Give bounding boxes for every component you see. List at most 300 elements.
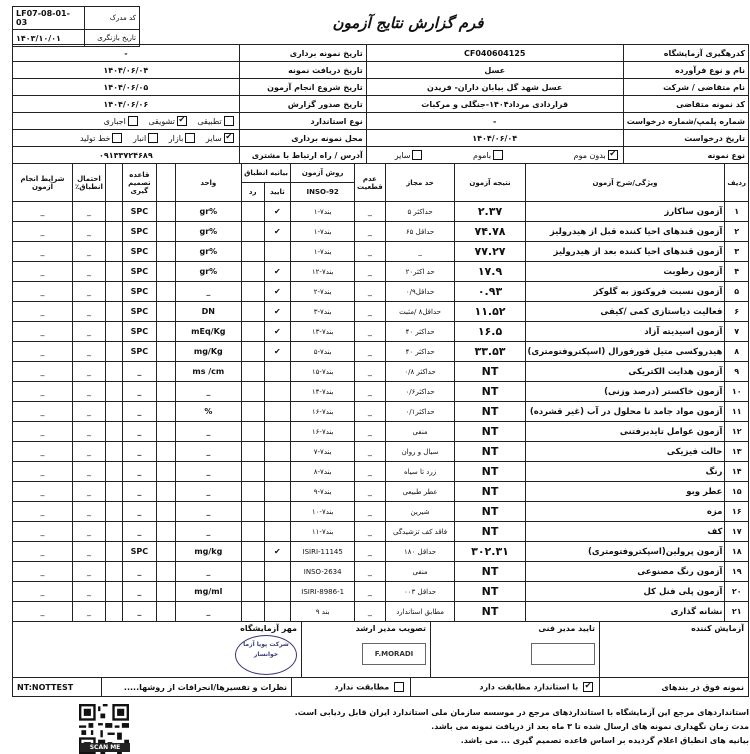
- opinions-text: نظرات و تفسیرها/انحرافات از روشها.....: [102, 678, 292, 697]
- col-name-header: ویژگی/شرح آزمون: [525, 164, 725, 202]
- blank-cell: [105, 282, 122, 302]
- decision-rule: _: [122, 482, 157, 502]
- reject-mark: [241, 402, 264, 422]
- blank-cell: [105, 502, 122, 522]
- row-number: ۱۵: [725, 482, 749, 502]
- test-limit: سیال و روان: [385, 442, 455, 462]
- compliance-probability: _: [73, 402, 106, 422]
- test-conditions: _: [13, 442, 73, 462]
- test-conditions: _: [13, 542, 73, 562]
- manager-approval-label: تایید مدیر فنی: [538, 624, 595, 633]
- test-unit: mEq/Kg: [175, 322, 241, 342]
- test-uncertainty: _: [355, 582, 386, 602]
- blank-cell: [105, 342, 122, 362]
- decision-rule: _: [122, 442, 157, 462]
- blank-cell: [105, 442, 122, 462]
- test-method: بند۷-۳: [291, 302, 355, 322]
- blank-cell: [157, 262, 176, 282]
- reject-mark: [241, 262, 264, 282]
- test-conditions: _: [13, 302, 73, 322]
- test-limit: منفی: [385, 562, 455, 582]
- table-row: [13, 362, 749, 382]
- test-name: هیدروکسی متیل فورفورال (اسپکتروفتومتری): [525, 342, 725, 362]
- test-unit: _: [175, 282, 241, 302]
- test-uncertainty: _: [355, 262, 386, 282]
- test-conditions: _: [13, 502, 73, 522]
- col-compliance-header: بیانیه انطباق: [241, 164, 290, 183]
- sample-type-checkbox-1[interactable]: [493, 150, 503, 160]
- test-result: ۱۶.۵: [455, 322, 525, 342]
- test-unit: _: [175, 462, 241, 482]
- test-uncertainty: _: [355, 602, 386, 622]
- accept-mark: [264, 402, 291, 422]
- sampling-place-checkbox-3[interactable]: [224, 133, 234, 143]
- test-uncertainty: _: [355, 202, 386, 222]
- table-row: [13, 422, 749, 442]
- compliance-probability: _: [73, 482, 106, 502]
- test-limit: فاقد کف تزشیدگی: [385, 522, 455, 542]
- test-conditions: _: [13, 202, 73, 222]
- reject-mark: [241, 222, 264, 242]
- reject-mark: [241, 442, 264, 462]
- reject-mark: [241, 322, 264, 342]
- test-method: بند۷-۷: [291, 442, 355, 462]
- test-result: ۳۰۲.۳۱: [455, 542, 525, 562]
- table-row: [13, 502, 749, 522]
- col-decision-header: قاعده تصمیم گیری: [122, 164, 157, 202]
- conformity-prefix: نمونه فوق در بندهای: [600, 678, 749, 697]
- blank-cell: [157, 282, 176, 302]
- row-number: ۱۹: [725, 562, 749, 582]
- accept-mark: ✔: [264, 342, 291, 362]
- row-number: ۱۱: [725, 402, 749, 422]
- blank-cell: [157, 542, 176, 562]
- test-unit: gr%: [175, 242, 241, 262]
- test-limit: حداکثر ۴۰: [385, 322, 455, 342]
- reject-mark: [241, 602, 264, 622]
- test-conditions: _: [13, 342, 73, 362]
- sample-code-label: کد نمونه متقاضی: [623, 96, 748, 113]
- test-unit: gr%: [175, 262, 241, 282]
- row-number: ۱۶: [725, 502, 749, 522]
- accept-mark: [264, 502, 291, 522]
- sample-type-checkbox-2[interactable]: [412, 150, 422, 160]
- standard-type-option[interactable]: تطبیقی: [197, 117, 235, 126]
- blank-cell: [157, 462, 176, 482]
- test-method: بند۷-۸: [291, 462, 355, 482]
- reject-mark: [241, 522, 264, 542]
- decision-rule: SPC: [122, 322, 157, 342]
- table-row: [13, 302, 749, 322]
- accept-mark: [264, 522, 291, 542]
- doc-code-value: LF07-08-01-03: [13, 7, 85, 30]
- lab-code-label: کدرهگیری آزمایشگاه: [623, 45, 748, 62]
- manager-signature-stamp: [531, 643, 595, 665]
- report-page: [8, 4, 749, 751]
- test-result: NT: [455, 422, 525, 442]
- compliance-probability: _: [73, 382, 106, 402]
- sampling-place-options: [13, 130, 240, 147]
- sample-type-option[interactable]: سایر: [395, 151, 425, 160]
- compliance-probability: _: [73, 422, 106, 442]
- standard-type-option[interactable]: اجباری: [104, 117, 140, 126]
- table-row: [13, 202, 749, 222]
- compliance-probability: _: [73, 542, 106, 562]
- blank-cell: [157, 242, 176, 262]
- blank-cell: [157, 322, 176, 342]
- decision-rule: _: [122, 502, 157, 522]
- test-method: بند ۹: [291, 602, 355, 622]
- decision-rule: _: [122, 462, 157, 482]
- test-limit: حداکثر ۴۰: [385, 342, 455, 362]
- sampling-place-checkbox-2[interactable]: [185, 133, 195, 143]
- table-row: [13, 222, 749, 242]
- signature-table: [12, 621, 749, 678]
- compliance-probability: _: [73, 322, 106, 342]
- col-method-header: روش آزمون: [291, 164, 355, 183]
- blank-cell: [105, 462, 122, 482]
- test-limit: حداکثر ۰/۸: [385, 362, 455, 382]
- sampling-place-option[interactable]: خط تولید: [80, 134, 125, 143]
- blank-cell: [105, 202, 122, 222]
- test-name: آزمون قندهای احیا کننده بعد از هیدرولیز: [525, 242, 725, 262]
- standard-type-label: نوع استاندارد: [239, 113, 366, 130]
- compliance-probability: _: [73, 602, 106, 622]
- blank-cell: [105, 562, 122, 582]
- decision-rule: _: [122, 402, 157, 422]
- revision-date-label: تاریخ بازنگری: [85, 30, 140, 47]
- accept-mark: [264, 482, 291, 502]
- test-limit: حداکثر۰/۶: [385, 382, 455, 402]
- compliance-probability: _: [73, 242, 106, 262]
- accept-mark: ✔: [264, 542, 291, 562]
- reject-mark: [241, 422, 264, 442]
- col-method-sub-header: INSO-92: [291, 183, 355, 202]
- test-unit: _: [175, 422, 241, 442]
- lab-seal-label: مهر آزمایشگاه: [240, 624, 297, 633]
- sample-type-option[interactable]: باموم: [473, 151, 505, 160]
- reject-mark: [241, 202, 264, 222]
- accept-mark: [264, 382, 291, 402]
- test-result: NT: [455, 582, 525, 602]
- qr-scan-label: SCAN ME: [80, 743, 130, 752]
- seal-number-value: -: [366, 113, 623, 130]
- test-name: حالت فیزیکی: [525, 442, 725, 462]
- test-method: بند۷-۵: [291, 342, 355, 362]
- test-name: مزه: [525, 502, 725, 522]
- accept-mark: [264, 562, 291, 582]
- test-result: NT: [455, 602, 525, 622]
- col-blank2-header: [105, 164, 122, 202]
- footer-line-1: استانداردهای مرجع این آزمایشگاه با استانداردهای مرجع در موسسه سازمان ملی استاندارد ایران قابل ردیابی است.: [294, 708, 749, 717]
- blank-cell: [157, 502, 176, 522]
- test-method: بند۷-۲: [291, 282, 355, 302]
- blank-cell: [105, 482, 122, 502]
- table-row: [13, 242, 749, 262]
- test-name: آزمون رنگ مصنوعی: [525, 562, 725, 582]
- table-row: [13, 542, 749, 562]
- accept-mark: [264, 422, 291, 442]
- test-name: نشانه گذاری: [525, 602, 725, 622]
- test-unit: gr%: [175, 222, 241, 242]
- deputy-signature-stamp: F.MORADI: [362, 643, 426, 665]
- results-table: [12, 163, 749, 622]
- test-method: بند۷-۱۶: [291, 402, 355, 422]
- col-blank-header: [157, 164, 176, 202]
- test-name: آزمون عوامل تایدبرفتنی: [525, 422, 725, 442]
- compliance-probability: _: [73, 462, 106, 482]
- row-number: ۱۴: [725, 462, 749, 482]
- reject-mark: [241, 582, 264, 602]
- test-unit: _: [175, 522, 241, 542]
- decision-rule: SPC: [122, 222, 157, 242]
- reject-mark: [241, 302, 264, 322]
- row-number: ۱: [725, 202, 749, 222]
- test-uncertainty: _: [355, 482, 386, 502]
- test-conditions: _: [13, 242, 73, 262]
- row-number: ۸: [725, 342, 749, 362]
- test-unit: DN: [175, 302, 241, 322]
- test-name: کف: [525, 522, 725, 542]
- blank-cell: [157, 302, 176, 322]
- sample-type-option[interactable]: ✔بدون موم: [574, 151, 620, 160]
- test-limit: حداقل۸ /مثبت: [385, 302, 455, 322]
- tester-cell: [600, 622, 749, 678]
- col-unit-header: واحد: [175, 164, 241, 202]
- row-number: ۱۷: [725, 522, 749, 542]
- col-reject-header: رد: [241, 183, 264, 202]
- col-accept-header: تایید: [264, 183, 291, 202]
- test-name: آزمون ساکارز: [525, 202, 725, 222]
- contact-value: ۰۹۱۳۳۷۲۴۶۸۹: [13, 147, 240, 164]
- test-unit: gr%: [175, 202, 241, 222]
- test-result: NT: [455, 482, 525, 502]
- info-table: [12, 44, 749, 164]
- decision-rule: SPC: [122, 542, 157, 562]
- document-code-box: [12, 6, 144, 47]
- blank-cell: [105, 302, 122, 322]
- test-unit: _: [175, 382, 241, 402]
- row-number: ۶: [725, 302, 749, 322]
- compliance-probability: _: [73, 582, 106, 602]
- standard-type-options: [13, 113, 240, 130]
- col-conditions-header: شرایط انجام آزمون: [13, 164, 73, 202]
- report-date-value: ۱۴۰۴/۰۶/۰۶: [13, 96, 240, 113]
- test-limit: حداقل ۱۸۰: [385, 542, 455, 562]
- compliance-probability: _: [73, 202, 106, 222]
- report-date-label: تاریخ صدور گزارش: [239, 96, 366, 113]
- accept-mark: ✔: [264, 302, 291, 322]
- test-conditions: _: [13, 262, 73, 282]
- test-name: رنگ: [525, 462, 725, 482]
- test-uncertainty: _: [355, 442, 386, 462]
- accept-mark: ✔: [264, 222, 291, 242]
- accept-mark: [264, 442, 291, 462]
- row-number: ۲۰: [725, 582, 749, 602]
- test-conditions: _: [13, 402, 73, 422]
- blank-cell: [157, 522, 176, 542]
- test-conditions: _: [13, 562, 73, 582]
- test-limit: حداقل ۶۵: [385, 222, 455, 242]
- accept-mark: [264, 462, 291, 482]
- table-row: [13, 562, 749, 582]
- nonconform-option[interactable]: مطابقت ندارد: [292, 678, 411, 697]
- blank-cell: [105, 582, 122, 602]
- blank-cell: [157, 402, 176, 422]
- blank-cell: [157, 222, 176, 242]
- standard-type-option[interactable]: ✔تشویقی: [148, 117, 188, 126]
- sampling-place-checkbox-0[interactable]: [112, 133, 122, 143]
- test-name: آزمون هدایت الکتریکی: [525, 362, 725, 382]
- results-body: [13, 202, 749, 622]
- test-limit: منفی: [385, 422, 455, 442]
- test-unit: _: [175, 502, 241, 522]
- sampling-place-label: محل نمونه برداری: [239, 130, 366, 147]
- standard-type-checkbox-0[interactable]: [224, 116, 234, 126]
- test-result: NT: [455, 562, 525, 582]
- revision-date-value: ۱۴۰۳/۱۰/۰۱: [13, 30, 85, 47]
- accept-mark: ✔: [264, 202, 291, 222]
- receive-date-label: تاریخ دریافت نمونه: [239, 62, 366, 79]
- table-row: [13, 582, 749, 602]
- test-limit: حد اکثر۲۰: [385, 262, 455, 282]
- compliance-probability: _: [73, 302, 106, 322]
- decision-rule: _: [122, 382, 157, 402]
- blank-cell: [157, 442, 176, 462]
- reject-mark: [241, 542, 264, 562]
- receive-date-value: ۱۴۰۴/۰۶/۰۴: [13, 62, 240, 79]
- col-prob-header: احتمال انطباق٪: [73, 164, 106, 202]
- test-uncertainty: _: [355, 422, 386, 442]
- compliance-probability: _: [73, 282, 106, 302]
- sample-type-options: [366, 147, 623, 164]
- test-result: NT: [455, 462, 525, 482]
- compliance-probability: _: [73, 442, 106, 462]
- test-limit: حداقل ۰۰۳: [385, 582, 455, 602]
- reject-mark: [241, 382, 264, 402]
- test-uncertainty: _: [355, 362, 386, 382]
- test-result: ۱۷.۹: [455, 262, 525, 282]
- blank-cell: [157, 202, 176, 222]
- test-conditions: _: [13, 522, 73, 542]
- decision-rule: SPC: [122, 262, 157, 282]
- row-number: ۳: [725, 242, 749, 262]
- sampling-place-option[interactable]: انبار: [133, 134, 160, 143]
- seal-number-label: شماره پلمپ/شماره درخواست: [623, 113, 748, 130]
- table-row: [13, 482, 749, 502]
- accept-mark: [264, 602, 291, 622]
- test-method: INSO-2634: [291, 562, 355, 582]
- test-uncertainty: _: [355, 562, 386, 582]
- test-limit: _: [385, 242, 455, 262]
- test-name: آزمون مواد جامد نا محلول در آب (غیر قشرده): [525, 402, 725, 422]
- standard-type-checkbox-2[interactable]: [128, 116, 138, 126]
- test-result: NT: [455, 382, 525, 402]
- sampling-place-option[interactable]: ✔سایر: [206, 134, 236, 143]
- test-method: بند۷-۱۵: [291, 362, 355, 382]
- reject-mark: [241, 482, 264, 502]
- test-uncertainty: _: [355, 222, 386, 242]
- deputy-approval-cell: [302, 622, 431, 678]
- blank-cell: [105, 322, 122, 342]
- col-result-header: نتیجه آزمون: [455, 164, 525, 202]
- test-result: NT: [455, 442, 525, 462]
- blank-cell: [157, 602, 176, 622]
- test-unit: mg/ml: [175, 582, 241, 602]
- test-method: بند۷-۱۳: [291, 322, 355, 342]
- lab-code-value: CF040604125: [366, 45, 623, 62]
- reject-mark: [241, 562, 264, 582]
- accept-mark: [264, 242, 291, 262]
- reject-mark: [241, 282, 264, 302]
- table-row: [13, 342, 749, 362]
- sampling-place-option[interactable]: بازار: [169, 134, 198, 143]
- decision-rule: SPC: [122, 242, 157, 262]
- test-name: آزمون پلی فنل کل: [525, 582, 725, 602]
- conform-option[interactable]: ✔ با استاندارد مطابقت دارد: [411, 678, 600, 697]
- standard-type-checkbox-1[interactable]: [177, 116, 187, 126]
- blank-cell: [105, 402, 122, 422]
- test-unit: %: [175, 402, 241, 422]
- reject-mark: [241, 502, 264, 522]
- conform-checkbox[interactable]: [583, 682, 593, 692]
- blank-cell: [157, 382, 176, 402]
- sample-type-checkbox-0[interactable]: [608, 150, 618, 160]
- nt-note: NT:NOTTEST: [13, 678, 102, 697]
- test-method: ISIRI-11145: [291, 542, 355, 562]
- compliance-probability: _: [73, 562, 106, 582]
- product-label: نام و نوع فرآورده: [623, 62, 748, 79]
- test-result: ۲.۳۷: [455, 202, 525, 222]
- nonconform-checkbox[interactable]: [394, 682, 404, 692]
- test-limit: حداکثر۰/۱: [385, 402, 455, 422]
- table-row: [13, 402, 749, 422]
- table-row: [13, 442, 749, 462]
- request-date-value: ۱۴۰۴/۰۶/۰۴: [366, 130, 623, 147]
- test-name: آزمون رطوبت: [525, 262, 725, 282]
- blank-cell: [157, 342, 176, 362]
- row-number: ۲: [725, 222, 749, 242]
- accept-mark: [264, 582, 291, 602]
- test-limit: حداکثر ۵: [385, 202, 455, 222]
- test-conditions: _: [13, 482, 73, 502]
- customer-value: عسل شهد گل بیابان داران- فریدن: [366, 79, 623, 96]
- test-name: آزمون پرولین(اسپکتروفتومتری): [525, 542, 725, 562]
- reject-mark: [241, 342, 264, 362]
- accept-mark: ✔: [264, 322, 291, 342]
- test-limit: حداقل۰/۹: [385, 282, 455, 302]
- row-number: ۱۰: [725, 382, 749, 402]
- row-number: ۱۲: [725, 422, 749, 442]
- blank-cell: [105, 222, 122, 242]
- test-method: بند۷-۱۶: [291, 422, 355, 442]
- contact-label: آدرس / راه ارتباط با مشتری: [239, 147, 366, 164]
- compliance-probability: _: [73, 502, 106, 522]
- test-limit: زرد تا سیاه: [385, 462, 455, 482]
- row-number: ۵: [725, 282, 749, 302]
- test-limit: شیرین: [385, 502, 455, 522]
- sampling-place-checkbox-1[interactable]: [148, 133, 158, 143]
- test-limit: مطابق استاندارد: [385, 602, 455, 622]
- table-row: [13, 522, 749, 542]
- compliance-probability: _: [73, 222, 106, 242]
- test-conditions: _: [13, 602, 73, 622]
- test-result: ۳۳.۵۳: [455, 342, 525, 362]
- test-method: ISIRI-8986-1: [291, 582, 355, 602]
- customer-label: نام متقاضی / شرکت: [623, 79, 748, 96]
- blank-cell: [105, 242, 122, 262]
- test-conditions: _: [13, 282, 73, 302]
